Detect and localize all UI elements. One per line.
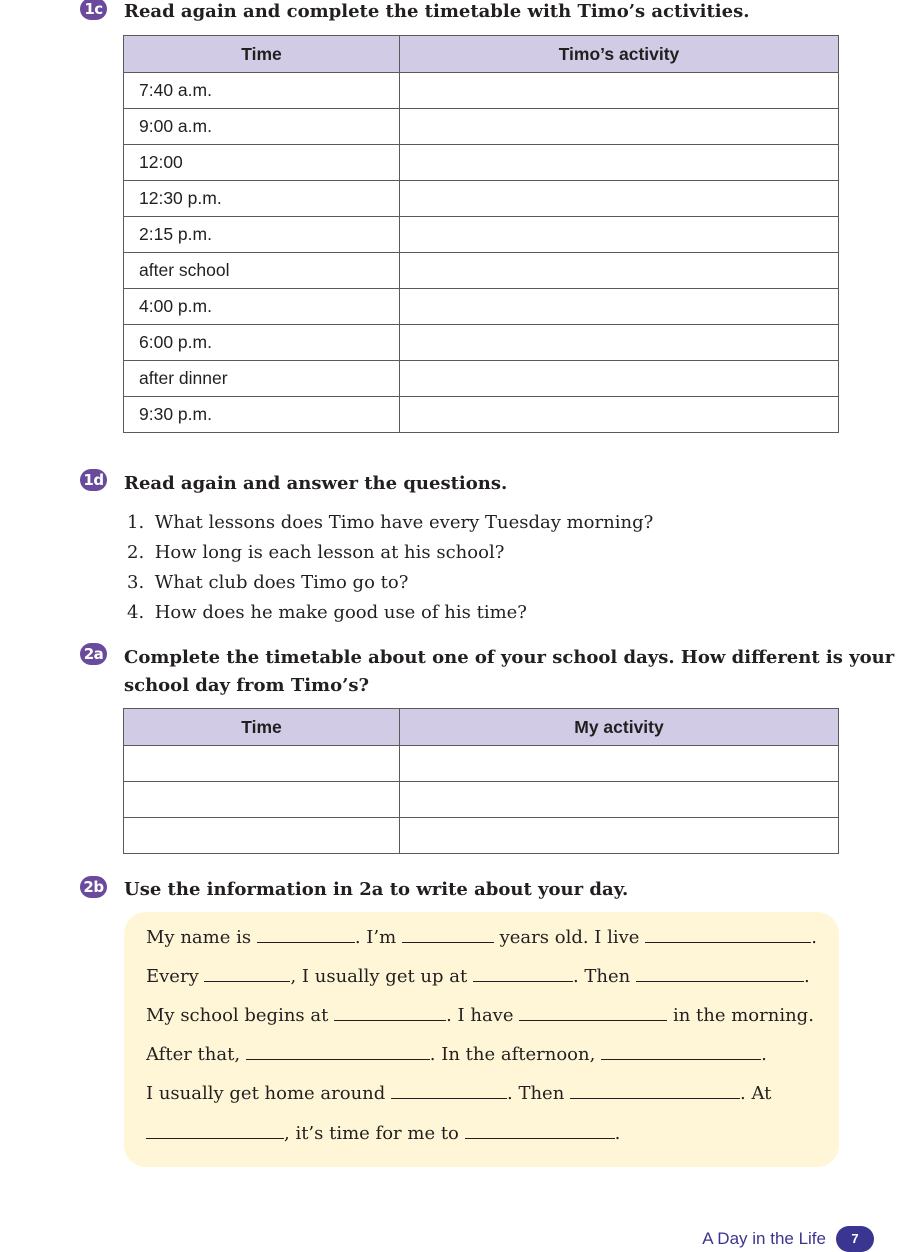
writing-line-4: [146, 1039, 767, 1070]
question-text: What lessons does Timo have every Tuesday morning?: [154, 512, 654, 533]
activity-cell[interactable]: [400, 818, 839, 854]
time-cell: 2:15 p.m.: [124, 217, 400, 253]
header-time: Time: [124, 709, 400, 746]
question-text: What club does Timo go to?: [154, 572, 409, 593]
blank-field[interactable]: [246, 1039, 430, 1060]
table-row: [124, 253, 839, 289]
time-cell: 9:00 a.m.: [124, 109, 400, 145]
writing-line-6: [146, 1118, 620, 1149]
writing-text: years old. I live: [493, 927, 646, 948]
blank-field[interactable]: [473, 961, 573, 982]
time-cell: 9:30 p.m.: [124, 397, 400, 433]
writing-text: .: [811, 927, 817, 948]
activity-cell[interactable]: [400, 217, 839, 253]
activity-cell[interactable]: [400, 361, 839, 397]
page-footer: [702, 1226, 874, 1252]
blank-field[interactable]: [146, 1118, 284, 1139]
table-row: [124, 746, 839, 782]
activity-cell[interactable]: [400, 397, 839, 433]
writing-line-5: [146, 1078, 771, 1109]
table-row: [124, 818, 839, 854]
time-cell: 12:30 p.m.: [124, 181, 400, 217]
blank-field[interactable]: [391, 1078, 507, 1099]
writing-text: . At: [740, 1083, 772, 1104]
header-activity: My activity: [400, 709, 839, 746]
writing-text: .: [761, 1044, 767, 1065]
activity-cell[interactable]: [400, 782, 839, 818]
writing-text: My name is: [146, 927, 257, 948]
blank-field[interactable]: [465, 1118, 615, 1139]
writing-text: .: [614, 1123, 621, 1144]
timo-timetable: [123, 35, 839, 433]
table-row: [124, 782, 839, 818]
activity-cell[interactable]: [400, 109, 839, 145]
question-number: 4.: [127, 602, 145, 623]
exercise-2a-instruction-line-2: school day from Timo’s?: [124, 675, 370, 696]
time-cell[interactable]: [124, 746, 400, 782]
question-list: [127, 508, 653, 628]
exercise-1c-instruction: Read again and complete the timetable with Timo’s activities.: [124, 1, 750, 22]
header-activity: Timo’s activity: [400, 36, 839, 73]
blank-field[interactable]: [402, 922, 494, 943]
time-cell: after dinner: [124, 361, 400, 397]
blank-field[interactable]: [636, 961, 804, 982]
exercise-2b-instruction: Use the information in 2a to write about your day.: [124, 879, 629, 900]
blank-field[interactable]: [334, 1000, 446, 1021]
writing-text: Every: [146, 966, 205, 987]
activity-cell[interactable]: [400, 145, 839, 181]
time-cell: 4:00 p.m.: [124, 289, 400, 325]
table-row: [124, 145, 839, 181]
table-row: [124, 325, 839, 361]
exercise-badge-2b: 2b: [80, 876, 107, 898]
question-number: 1.: [127, 512, 145, 533]
blank-field[interactable]: [570, 1078, 740, 1099]
time-cell: 12:00: [124, 145, 400, 181]
table-row: [124, 289, 839, 325]
writing-text: I usually get home around: [146, 1083, 391, 1104]
activity-cell[interactable]: [400, 73, 839, 109]
activity-cell[interactable]: [400, 325, 839, 361]
exercise-1d-instruction: Read again and answer the questions.: [124, 473, 508, 494]
writing-text: , it’s time for me to: [284, 1123, 465, 1144]
writing-text: . I’m: [354, 927, 402, 948]
time-cell: after school: [124, 253, 400, 289]
writing-text: My school begins at: [146, 1005, 335, 1026]
blank-field[interactable]: [204, 961, 290, 982]
table-row: [124, 181, 839, 217]
exercise-badge-1d: 1d: [80, 469, 107, 491]
list-item: [127, 508, 653, 538]
writing-text: , I usually get up at: [290, 966, 473, 987]
time-cell[interactable]: [124, 818, 400, 854]
question-number: 3.: [127, 572, 145, 593]
list-item: [127, 598, 653, 628]
table-row: [124, 361, 839, 397]
blank-field[interactable]: [601, 1039, 761, 1060]
activity-cell[interactable]: [400, 181, 839, 217]
writing-line-3: [146, 1000, 814, 1031]
blank-field[interactable]: [257, 922, 355, 943]
activity-cell[interactable]: [400, 289, 839, 325]
blank-field[interactable]: [645, 922, 811, 943]
page-number: 7: [836, 1226, 874, 1252]
list-item: [127, 538, 653, 568]
writing-text: After that,: [146, 1044, 246, 1065]
writing-text: . In the afternoon,: [429, 1044, 602, 1065]
writing-line-1: [146, 922, 817, 953]
question-text: How does he make good use of his time?: [154, 602, 527, 623]
time-cell[interactable]: [124, 782, 400, 818]
my-timetable: [123, 708, 839, 854]
writing-text: . Then: [507, 1083, 571, 1104]
blank-field[interactable]: [519, 1000, 667, 1021]
header-time: Time: [124, 36, 400, 73]
exercise-2a-instruction-line-1: Complete the timetable about one of your school days. How different is your: [124, 647, 895, 668]
writing-text: in the morning.: [667, 1005, 814, 1026]
table-row: [124, 109, 839, 145]
writing-line-2: [146, 961, 810, 992]
exercise-badge-1c: 1c: [80, 0, 107, 20]
timetable-header-row: [124, 709, 839, 746]
time-cell: 7:40 a.m.: [124, 73, 400, 109]
question-text: How long is each lesson at his school?: [154, 542, 505, 563]
writing-text: . I have: [446, 1005, 520, 1026]
table-row: [124, 73, 839, 109]
time-cell: 6:00 p.m.: [124, 325, 400, 361]
writing-text: .: [803, 966, 810, 987]
table-row: [124, 217, 839, 253]
exercise-badge-2a: 2a: [80, 643, 107, 665]
activity-cell[interactable]: [400, 746, 839, 782]
list-item: [127, 568, 653, 598]
writing-text: . Then: [572, 966, 636, 987]
table-row: [124, 397, 839, 433]
question-number: 2.: [127, 542, 145, 563]
unit-title: A Day in the Life: [702, 1229, 826, 1248]
timetable-header-row: [124, 36, 839, 73]
activity-cell[interactable]: [400, 253, 839, 289]
